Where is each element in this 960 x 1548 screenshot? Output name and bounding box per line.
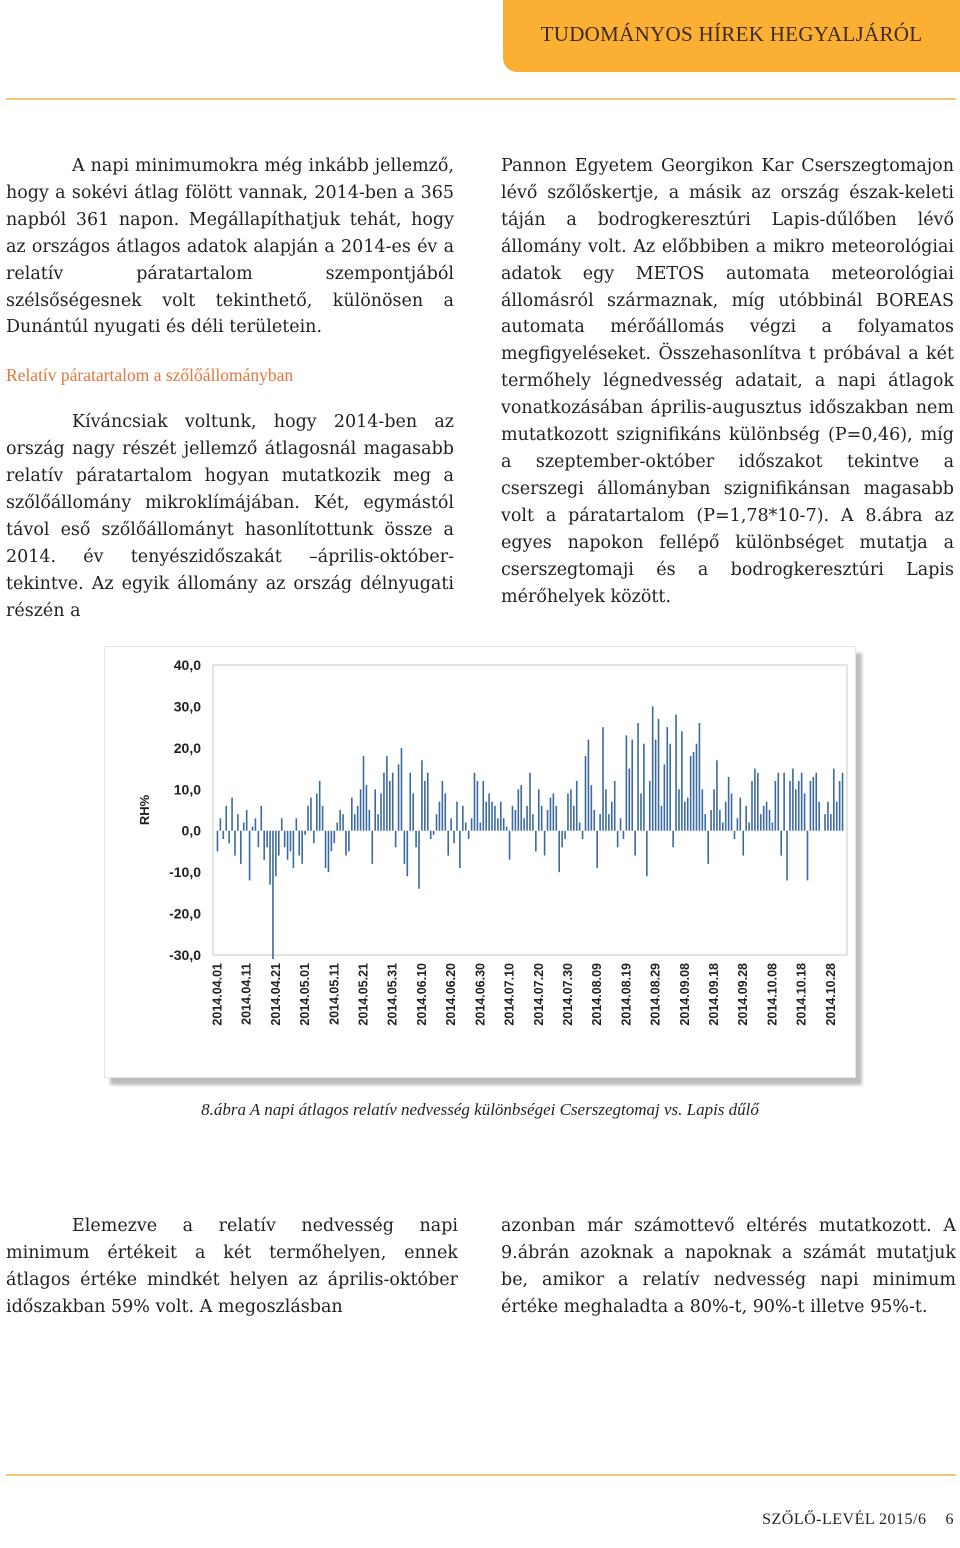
bottom-divider — [6, 1474, 956, 1476]
y-axis-label: RH% — [137, 794, 152, 826]
y-tick-label: 30,0 — [173, 698, 201, 715]
x-tick-label: 2014.05.01 — [298, 963, 313, 1026]
x-tick-label: 2014.10.08 — [765, 963, 780, 1026]
paragraph-distribution: azonban már számottevő eltérés mutatkozott. A 9.ábrán azoknak a napoknak a számát mutatjuk be, amikor a relatív nedvesség napi minimum értéke meghaladta a 80%-t, 90%-t illetve 95%-t. — [501, 1216, 956, 1317]
paragraph-stations: Pannon Egyetem Georgikon Kar Cserszegtomajon lévő szőlőskertje, a másik az ország észak-keleti táján a bodrogkeresztúri Lapis-dűlőben lévő állomány volt. Az előbbiben a mikro meteorológiai adatok egy METOS automata meteorológiai állomásról származnak, míg utóbbinál BOREAS automata mérőállomás végzi a folyamatos megfigyeléseket. Összehasonlítva t próbával a két termőhely légnedvesség adatait, a napi átlagok vonatkozásában április-augusztus időszakban nem mutatkozott szignifikáns különbség (P=0,46), míg a szeptember-október időszakot tekintve a cserszegi állományban szignifikánsan magasabb volt a páratartalom (P=1,78*10-7). A 8.ábra az egyes napokon fellépő különbséget mutatja a cserszegtomaji és a bodrogkeresztúri Lapis mérőhelyek között. — [501, 156, 954, 607]
y-tick-label: 10,0 — [173, 781, 201, 798]
text-column-2 — [501, 153, 954, 610]
page-number: 6 — [945, 1511, 954, 1528]
paragraph-minimum-analysis: Elemezve a relatív nedvesség napi minimum értékeit a két termőhelyen, ennek átlagos értéke mindkét helyen az április-október időszakban 59% volt. A megoszlásban — [6, 1216, 458, 1317]
x-tick-label: 2014.06.30 — [473, 963, 488, 1026]
figure-8-chart — [104, 646, 856, 1078]
section-header — [503, 0, 960, 72]
x-tick-label: 2014.05.11 — [327, 963, 342, 1025]
x-tick-label: 2014.06.20 — [444, 963, 459, 1026]
y-tick-label: -10,0 — [169, 864, 201, 881]
y-tick-label: 40,0 — [173, 657, 201, 673]
top-divider — [6, 98, 956, 100]
y-tick-label: 0,0 — [181, 822, 201, 839]
text-column-1 — [6, 153, 454, 625]
x-tick-label: 2014.08.19 — [619, 963, 634, 1026]
x-tick-label: 2014.04.11 — [239, 963, 254, 1025]
figure-caption: 8.ábra A napi átlagos relatív nedvesség különbségei Cserszegtomaj vs. Lapis dűlő — [201, 1100, 759, 1119]
x-tick-label: 2014.05.31 — [385, 963, 400, 1026]
x-tick-label: 2014.07.20 — [531, 963, 546, 1026]
x-tick-label: 2014.09.28 — [736, 963, 751, 1026]
paragraph-comparison-intro: Kíváncsiak voltunk, hogy 2014-ben az ország nagy részét jellemző átlagosnál magasabb relatív páratartalom hogyan mutatkozik meg a szőlőállomány mikroklímájában. Két, egymástól távol eső szőlőállományt hasonlítottunk össze a 2014. év tenyészidőszakát –április-október- tekintve. Az egyik állomány az ország délnyugati részén a — [6, 412, 454, 621]
x-tick-label: 2014.07.30 — [560, 963, 575, 1026]
x-tick-label: 2014.06.10 — [414, 963, 429, 1026]
x-tick-label: 2014.07.10 — [502, 963, 517, 1026]
x-tick-label: 2014.10.28 — [823, 963, 838, 1026]
x-tick-label: 2014.04.21 — [268, 963, 283, 1026]
text-column-4 — [501, 1213, 956, 1321]
page-footer — [762, 1511, 954, 1529]
x-tick-label: 2014.08.29 — [648, 963, 663, 1026]
x-tick-label: 2014.04.01 — [210, 963, 225, 1026]
text-column-3 — [6, 1213, 458, 1321]
x-tick-label: 2014.09.08 — [677, 963, 692, 1026]
subheading-vineyard-humidity: Relatív páratartalom a szőlőállományban — [6, 365, 294, 386]
publication-name: SZŐLŐ-LEVÉL 2015/6 — [762, 1511, 927, 1528]
section-title: TUDOMÁNYOS HÍREK HEGYALJÁRÓL — [540, 22, 923, 46]
x-tick-label: 2014.08.09 — [590, 963, 605, 1026]
paragraph-humidity-minimums: A napi minimumokra még inkább jellemző, hogy a sokévi átlag fölött vannak, 2014-ben a 365 napból 361 napon. Megállapíthatjuk tehát, hogy az országos átlagos adatok alapján a 2014-es év a relatív páratartalom szempontjából szélsőségesnek volt tekinthető, különösen a Dunántúl nyugati és déli területein. — [6, 156, 454, 338]
x-tick-label: 2014.05.21 — [356, 963, 371, 1026]
y-tick-label: -30,0 — [169, 947, 201, 963]
y-tick-label: -20,0 — [169, 905, 201, 922]
x-tick-label: 2014.10.18 — [794, 963, 809, 1026]
chart-plot — [105, 647, 855, 1077]
y-tick-label: 20,0 — [173, 739, 201, 756]
x-tick-label: 2014.09.18 — [707, 963, 722, 1026]
